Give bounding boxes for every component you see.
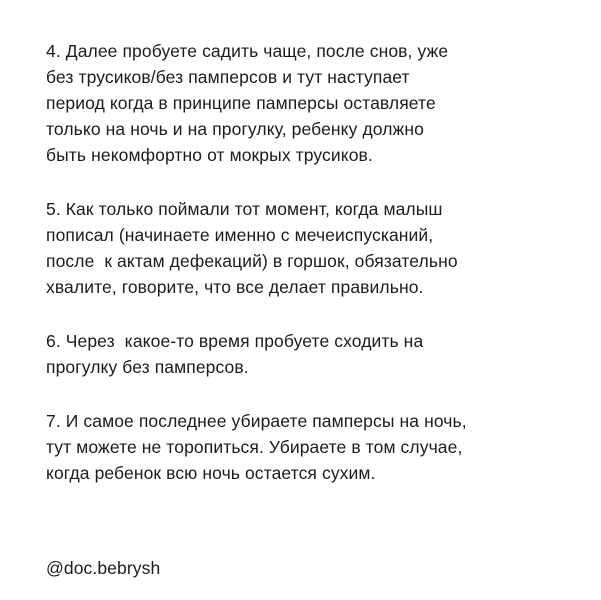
text-line: тут можете не торопиться. Убираете в том случае, [46, 437, 463, 457]
text-line: после к актам дефекаций) в горшок, обязательно [46, 251, 458, 271]
text-line: хвалите, говорите, что все делает правильно. [46, 277, 424, 297]
paragraph-item-4 [46, 38, 586, 168]
text-line: без трусиков/без памперсов и тут наступает [46, 67, 410, 87]
text-line: 7. И самое последнее убираете памперсы на ночь, [46, 411, 467, 431]
text-line: только на ночь и на прогулку, ребенку должно [46, 119, 424, 139]
document-body [46, 38, 586, 514]
text-line: период когда в принципе памперсы оставляете [46, 93, 436, 113]
text-line: прогулку без памперсов. [46, 357, 249, 377]
text-line: быть некомфортно от мокрых трусиков. [46, 145, 373, 165]
paragraph-item-6 [46, 328, 586, 380]
author-handle: @doc.bebrysh [46, 558, 161, 578]
paragraph-item-7 [46, 408, 586, 486]
paragraph-item-5 [46, 196, 586, 300]
text-line: когда ребенок всю ночь остается сухим. [46, 463, 376, 483]
text-line: 6. Через какое-то время пробуете сходить на [46, 331, 424, 351]
text-line: 4. Далее пробуете садить чаще, после снов, уже [46, 41, 449, 61]
text-line: 5. Как только поймали тот момент, когда малыш [46, 199, 443, 219]
text-line: пописал (начинаете именно с мечеиспусканий, [46, 225, 434, 245]
